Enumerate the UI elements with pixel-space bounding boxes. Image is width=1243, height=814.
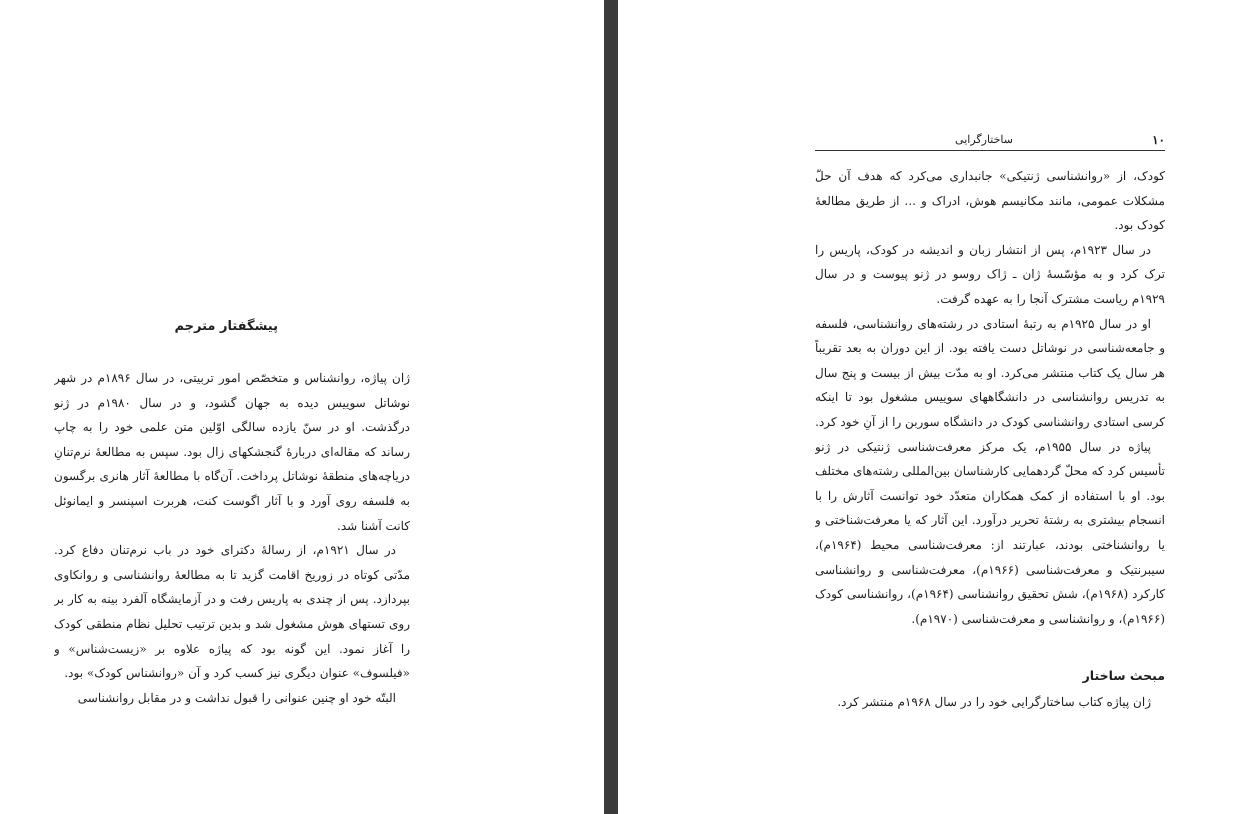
- page-number: ۱۰: [1152, 133, 1165, 147]
- page-title: پیشگفتار مترجم: [174, 319, 278, 334]
- right-text-column: [815, 164, 1165, 644]
- running-header: [815, 130, 1165, 151]
- paragraph: در سال ۱۹۲۳م، پس از انتشار زبان و اندیشه در کودک، پاریس را ترک کرد و به مؤسّسهٔ ژان ـ ژاک روسو در ژنو پیوست و در سال ۱۹۲۹م ریاست مشترک آنجا را به عهده گرفت.: [815, 242, 1165, 306]
- paragraph: کودک، از «روانشناسی ژنتیکی» جانبداری می‌کرد که هدف آن حلّ مشکلات عمومی، مانند مکانیسم هوش، ادراک و ... از طریق مطالعهٔ کودک بود.: [815, 169, 1165, 233]
- section-heading: مبحث ساختار: [1082, 668, 1165, 683]
- paragraph: ژان پیاژه، روانشناس و متخصّص امور تربیتی، در سال ۱۸۹۶م در شهر نوشاتل سوییس دیده به جهان گشود، و در سال ۱۹۸۰م در ژنو درگذشت. او در سنّ یازده سالگی اوّلین متن علمی خود را به چاپ رساند که مقاله‌ای دربارهٔ گنجشکهای زال بود. سپس به مطالعهٔ نرم‌تنانِ دریاچه‌های منطقهٔ نوشاتل پرداخت. آن‌گاه با مطالعهٔ آثار هانری برگسون به فلسفه روی آورد و با آثار اگوست کنت، هربرت اسپنسر و ایمانوئل کانت آشنا شد.: [54, 371, 410, 533]
- left-page: [0, 0, 604, 814]
- section-text: [815, 690, 1165, 720]
- book-gutter: [604, 0, 618, 814]
- paragraph: او در سال ۱۹۲۵م به رتبهٔ استادی در رشته‌های روانشناسی، فلسفه و جامعه‌شناسی در نوشاتل دست یافته بود. از این دوران به بعد تقریباً هر سال یک کتاب منتشر می‌کرد. او به مدّت بیش از بیست و پنج سال به تدریس روانشناسی در دانشگاههای سوییس مشغول بود تا اینکه کرسی استادی روانشناسی کودک در دانشگاه سوربن را از آنِ خود کرد.: [815, 316, 1165, 429]
- right-page: [618, 0, 1243, 814]
- paragraph: البتّه خود او چنین عنوانی را قبول نداشت و در مقابل روانشناسی: [77, 690, 396, 705]
- paragraph: پیاژه در سال ۱۹۵۵م، یک مرکز معرفت‌شناسی ژنتیکی در ژنو تأسیس کرد که محلّ گردهمایی کارشناسان بین‌المللی رشته‌های مختلف بود. او با استفاده از کمک همکاران متعدّد خود توانست آثارش را با انسجام بیشتری به رشتهٔ تحریر درآورد. این آثار که یا معرفت‌شناختی و یا روانشناختی بودند، عبارتند از: معرفت‌شناسی محیط (۱۹۶۴م)، سیبرنتیک و معرفت‌شناسی (۱۹۶۶م)، معرفت‌شناسی و روانشناسی کارکرد (۱۹۶۸م)، شش تحقیق روانشناسی (۱۹۶۴م)، روانشناسی کودک (۱۹۶۶م)، و روانشناسی و معرفت‌شناسی (۱۹۷۰م).: [815, 439, 1165, 626]
- paragraph: در سال ۱۹۲۱م، از رسالهٔ دکترای خود در باب نرم‌تنان دفاع کرد. مدّتی کوتاه در زوریخ اقامت گزید تا به مطالعهٔ روانشناسی و روانکاوی بپردازد. پس از چندی به پاریس رفت و در آزمایشگاه آلفرد بینه به کار بر روی تستهای هوش مشغول شد و بدین ترتیب تحلیل نظام منطقی کودک را آغاز نمود. این گونه بود که پیاژه علاوه بر «زیست‌شناس» و «فیلسوف» عنوان دیگری نیز کسب کرد و آن «روانشناس کودک» بود.: [54, 543, 410, 681]
- left-text-column: [54, 366, 410, 716]
- running-title: ساختارگرایی: [955, 133, 1013, 146]
- paragraph: ژان پیاژه کتاب ساختارگرایی خود را در سال ۱۹۶۸م منتشر کرد.: [837, 695, 1151, 709]
